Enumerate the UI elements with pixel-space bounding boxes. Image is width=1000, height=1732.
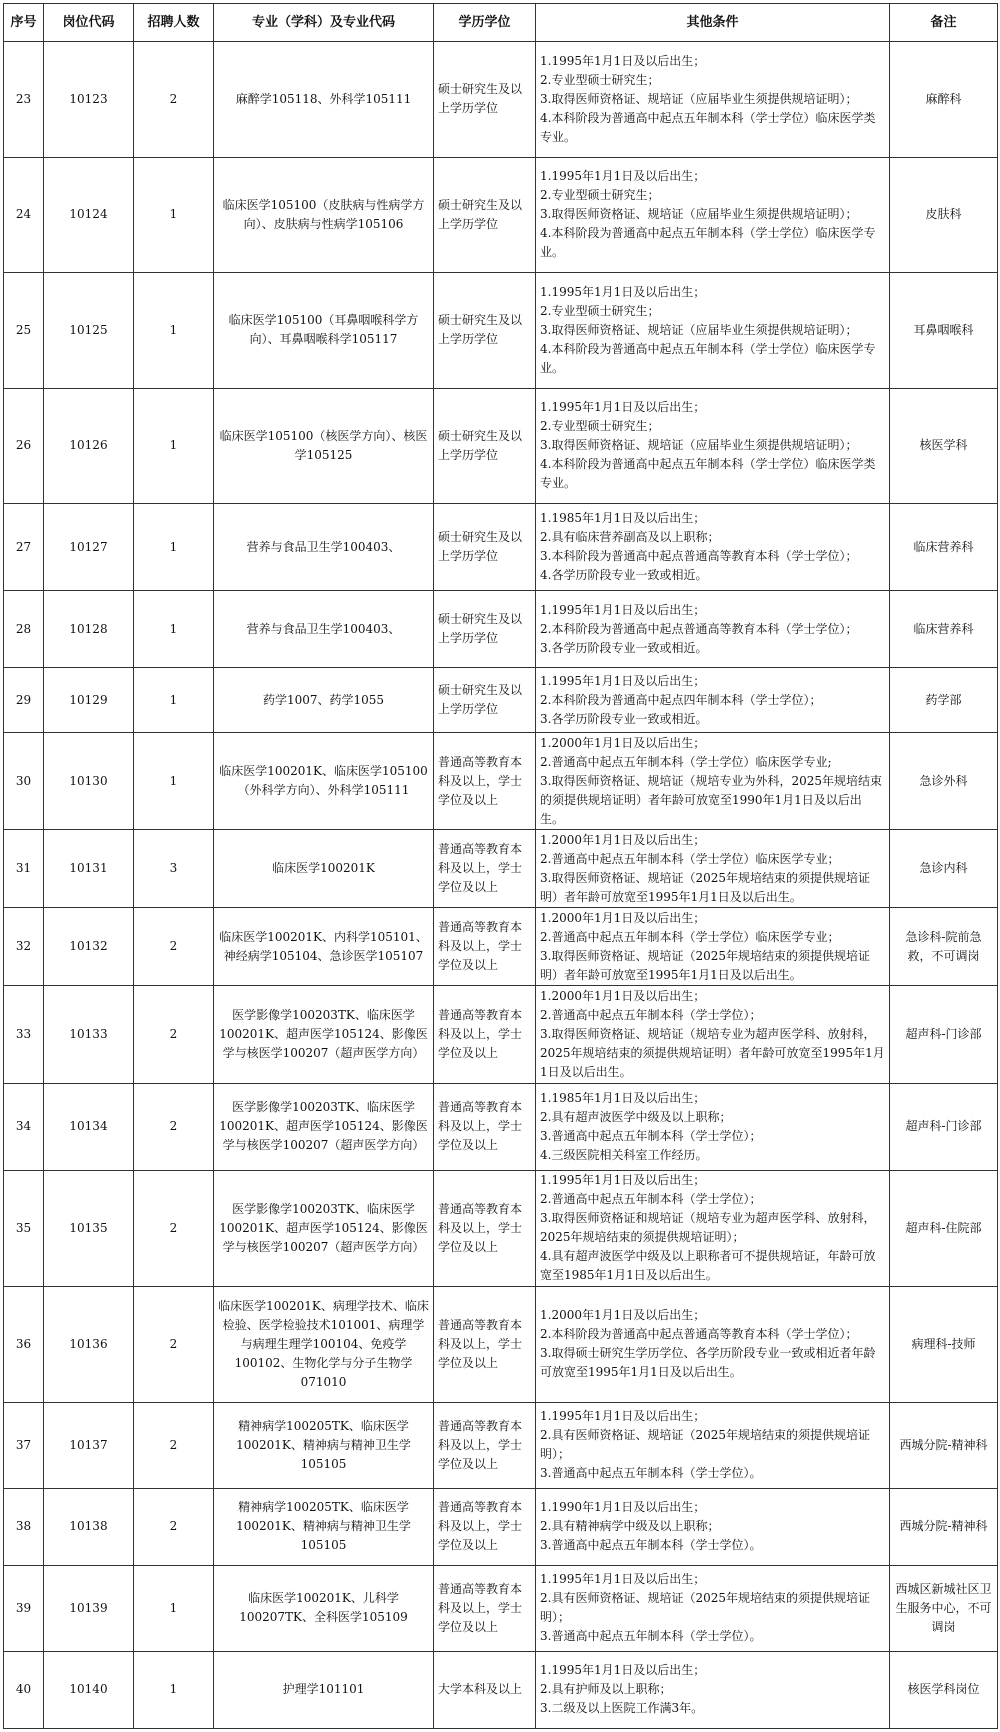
row-count: 2 bbox=[134, 1170, 214, 1287]
row-major: 临床医学105100（耳鼻咽喉科学方向）、耳鼻咽喉科学105117 bbox=[214, 273, 434, 389]
condition-line: 4.各学历阶段专业一致或相近。 bbox=[540, 568, 708, 583]
row-note: 病理科-技师 bbox=[890, 1287, 998, 1403]
table-row bbox=[4, 42, 998, 158]
row-count: 2 bbox=[134, 1488, 214, 1565]
condition-line: 2.普通高中起点五年制本科（学士学位）临床医学专业； bbox=[540, 929, 840, 944]
row-no: 36 bbox=[4, 1287, 44, 1403]
row-note: 临床营养科 bbox=[890, 591, 998, 668]
condition-line: 1.1995年1月1日及以后出生； bbox=[540, 400, 706, 415]
row-conditions bbox=[536, 830, 890, 908]
row-degree: 普通高等教育本科及以上，学士学位及以上 bbox=[434, 830, 536, 908]
condition-line: 1.1995年1月1日及以后出生； bbox=[540, 602, 706, 617]
row-degree: 硕士研究生及以上学历学位 bbox=[434, 157, 536, 273]
header-row bbox=[4, 4, 998, 42]
row-degree: 普通高等教育本科及以上，学士学位及以上 bbox=[434, 1083, 536, 1170]
row-degree: 普通高等教育本科及以上，学士学位及以上 bbox=[434, 1565, 536, 1651]
condition-line: 2.具有护师及以上职称； bbox=[540, 1682, 672, 1697]
condition-line: 1.1995年1月1日及以后出生； bbox=[540, 169, 706, 184]
row-no: 28 bbox=[4, 591, 44, 668]
row-conditions bbox=[536, 732, 890, 829]
row-code: 10131 bbox=[44, 830, 134, 908]
condition-line: 3.普通高中起点五年制本科（学士学位）。 bbox=[540, 1538, 762, 1553]
condition-line: 2.专业型硕士研究生； bbox=[540, 419, 660, 434]
table-row bbox=[4, 273, 998, 389]
condition-line: 1.2000年1月1日及以后出生； bbox=[540, 832, 706, 847]
row-note: 临床营养科 bbox=[890, 504, 998, 591]
row-code: 10123 bbox=[44, 42, 134, 158]
row-degree: 硕士研究生及以上学历学位 bbox=[434, 273, 536, 389]
table-row bbox=[4, 157, 998, 273]
condition-line: 2.专业型硕士研究生； bbox=[540, 72, 660, 87]
row-degree: 普通高等教育本科及以上，学士学位及以上 bbox=[434, 1402, 536, 1488]
header-note: 备注 bbox=[890, 4, 998, 42]
row-conditions bbox=[536, 504, 890, 591]
recruitment-table bbox=[3, 3, 998, 1729]
row-count: 1 bbox=[134, 1565, 214, 1651]
row-note: 药学部 bbox=[890, 668, 998, 733]
row-note: 西城区新城社区卫生服务中心，不可调岗 bbox=[890, 1565, 998, 1651]
row-no: 37 bbox=[4, 1402, 44, 1488]
row-count: 1 bbox=[134, 157, 214, 273]
condition-line: 3.取得医师资格证、规培证（规培专业为超声医学科、放射科，2025年规培结束的须提供规培证明）者年龄可放宽至1995年1月1日及以后出生。 bbox=[540, 1026, 885, 1079]
row-major: 临床医学100201K、病理学技术、临床检验、医学检验技术101001、病理学与病理生理学100104、免疫学100102、生物化学与分子生物学071010 bbox=[214, 1287, 434, 1403]
row-degree: 普通高等教育本科及以上，学士学位及以上 bbox=[434, 908, 536, 986]
condition-line: 2.本科阶段为普通高中起点普通高等教育本科（学士学位）； bbox=[540, 621, 858, 636]
condition-line: 3.取得医师资格证、规培证（应届毕业生须提供规培证明）； bbox=[540, 322, 858, 337]
row-major: 营养与食品卫生学100403、 bbox=[214, 591, 434, 668]
row-code: 10133 bbox=[44, 986, 134, 1083]
row-note: 核医学科 bbox=[890, 388, 998, 504]
row-degree: 硕士研究生及以上学历学位 bbox=[434, 42, 536, 158]
row-degree: 大学本科及以上 bbox=[434, 1651, 536, 1728]
condition-line: 2.具有医师资格证、规培证（2025年规培结束的须提供规培证明）； bbox=[540, 1591, 870, 1625]
row-count: 3 bbox=[134, 830, 214, 908]
row-no: 34 bbox=[4, 1083, 44, 1170]
row-conditions bbox=[536, 388, 890, 504]
condition-line: 3.各学历阶段专业一致或相近。 bbox=[540, 640, 708, 655]
row-no: 35 bbox=[4, 1170, 44, 1287]
row-note: 急诊外科 bbox=[890, 732, 998, 829]
condition-line: 1.1995年1月1日及以后出生； bbox=[540, 673, 706, 688]
condition-line: 1.1985年1月1日及以后出生； bbox=[540, 511, 706, 526]
row-code: 10132 bbox=[44, 908, 134, 986]
row-count: 1 bbox=[134, 273, 214, 389]
row-conditions bbox=[536, 1287, 890, 1403]
row-no: 29 bbox=[4, 668, 44, 733]
row-no: 32 bbox=[4, 908, 44, 986]
header-major: 专业（学科）及专业代码 bbox=[214, 4, 434, 42]
row-conditions bbox=[536, 1651, 890, 1728]
row-count: 2 bbox=[134, 908, 214, 986]
row-major: 医学影像学100203TK、临床医学100201K、超声医学105124、影像医学与核医学100207（超声医学方向） bbox=[214, 1083, 434, 1170]
row-code: 10134 bbox=[44, 1083, 134, 1170]
table-row bbox=[4, 1651, 998, 1728]
condition-line: 2.普通高中起点五年制本科（学士学位）； bbox=[540, 1007, 762, 1022]
condition-line: 1.1995年1月1日及以后出生； bbox=[540, 53, 706, 68]
condition-line: 2.普通高中起点五年制本科（学士学位）临床医学专业； bbox=[540, 851, 840, 866]
row-conditions bbox=[536, 273, 890, 389]
table-row bbox=[4, 1565, 998, 1651]
condition-line: 2.具有医师资格证、规培证（2025年规培结束的须提供规培证明）； bbox=[540, 1428, 870, 1462]
row-count: 2 bbox=[134, 42, 214, 158]
row-degree: 普通高等教育本科及以上，学士学位及以上 bbox=[434, 1287, 536, 1403]
row-degree: 硕士研究生及以上学历学位 bbox=[434, 668, 536, 733]
table-row bbox=[4, 1402, 998, 1488]
condition-line: 2.本科阶段为普通高中起点普通高等教育本科（学士学位）； bbox=[540, 1327, 858, 1342]
row-degree: 硕士研究生及以上学历学位 bbox=[434, 388, 536, 504]
condition-line: 1.1995年1月1日及以后出生； bbox=[540, 1572, 706, 1587]
condition-line: 1.2000年1月1日及以后出生； bbox=[540, 910, 706, 925]
row-no: 30 bbox=[4, 732, 44, 829]
condition-line: 2.本科阶段为普通高中起点四年制本科（学士学位）； bbox=[540, 692, 822, 707]
condition-line: 4.本科阶段为普通高中起点五年制本科（学士学位）临床医学类专业。 bbox=[540, 457, 876, 491]
condition-line: 1.1995年1月1日及以后出生； bbox=[540, 1173, 706, 1188]
table-row bbox=[4, 986, 998, 1083]
row-no: 25 bbox=[4, 273, 44, 389]
row-conditions bbox=[536, 157, 890, 273]
condition-line: 2.专业型硕士研究生； bbox=[540, 188, 660, 203]
row-degree: 普通高等教育本科及以上，学士学位及以上 bbox=[434, 732, 536, 829]
row-code: 10139 bbox=[44, 1565, 134, 1651]
row-no: 26 bbox=[4, 388, 44, 504]
row-no: 38 bbox=[4, 1488, 44, 1565]
row-count: 2 bbox=[134, 1287, 214, 1403]
row-no: 39 bbox=[4, 1565, 44, 1651]
row-code: 10124 bbox=[44, 157, 134, 273]
table-row bbox=[4, 1083, 998, 1170]
row-conditions bbox=[536, 1402, 890, 1488]
row-count: 2 bbox=[134, 1402, 214, 1488]
row-major: 营养与食品卫生学100403、 bbox=[214, 504, 434, 591]
row-note: 西城分院-精神科 bbox=[890, 1488, 998, 1565]
row-note: 超声科-门诊部 bbox=[890, 986, 998, 1083]
row-code: 10138 bbox=[44, 1488, 134, 1565]
header-no: 序号 bbox=[4, 4, 44, 42]
condition-line: 1.2000年1月1日及以后出生； bbox=[540, 988, 706, 1003]
row-no: 23 bbox=[4, 42, 44, 158]
row-code: 10128 bbox=[44, 591, 134, 668]
row-code: 10126 bbox=[44, 388, 134, 504]
header-count: 招聘人数 bbox=[134, 4, 214, 42]
row-major: 临床医学105100（核医学方向）、核医学105125 bbox=[214, 388, 434, 504]
row-code: 10137 bbox=[44, 1402, 134, 1488]
condition-line: 3.取得医师资格证、规培证（规培专业为外科，2025年规培结束的须提供规培证明）者年龄可放宽至1990年1月1日及以后出生。 bbox=[540, 773, 882, 826]
condition-line: 1.1995年1月1日及以后出生； bbox=[540, 284, 706, 299]
condition-line: 1.2000年1月1日及以后出生； bbox=[540, 735, 706, 750]
row-count: 1 bbox=[134, 591, 214, 668]
condition-line: 2.具有临床营养副高及以上职称； bbox=[540, 530, 720, 545]
row-note: 西城分院-精神科 bbox=[890, 1402, 998, 1488]
condition-line: 4.本科阶段为普通高中起点五年制本科（学士学位）临床医学专业。 bbox=[540, 341, 876, 375]
row-major: 精神病学100205TK、临床医学100201K、精神病与精神卫生学105105 bbox=[214, 1488, 434, 1565]
row-no: 31 bbox=[4, 830, 44, 908]
row-count: 1 bbox=[134, 668, 214, 733]
row-code: 10136 bbox=[44, 1287, 134, 1403]
condition-line: 1.1990年1月1日及以后出生； bbox=[540, 1500, 706, 1515]
row-count: 1 bbox=[134, 504, 214, 591]
row-major: 医学影像学100203TK、临床医学100201K、超声医学105124、影像医学与核医学100207（超声医学方向） bbox=[214, 1170, 434, 1287]
header-conditions: 其他条件 bbox=[536, 4, 890, 42]
condition-line: 2.普通高中起点五年制本科（学士学位）； bbox=[540, 1192, 762, 1207]
row-major: 临床医学100201K bbox=[214, 830, 434, 908]
row-conditions bbox=[536, 1170, 890, 1287]
row-code: 10135 bbox=[44, 1170, 134, 1287]
condition-line: 1.2000年1月1日及以后出生； bbox=[540, 1308, 706, 1323]
row-no: 33 bbox=[4, 986, 44, 1083]
row-major: 临床医学100201K、儿科学100207TK、全科医学105109 bbox=[214, 1565, 434, 1651]
table-row bbox=[4, 668, 998, 733]
row-conditions bbox=[536, 1488, 890, 1565]
row-note: 耳鼻咽喉科 bbox=[890, 273, 998, 389]
row-code: 10140 bbox=[44, 1651, 134, 1728]
table-row bbox=[4, 504, 998, 591]
condition-line: 4.具有超声波医学中级及以上职称者可不提供规培证，年龄可放宽至1985年1月1日及以后出生。 bbox=[540, 1249, 876, 1283]
row-major: 护理学101101 bbox=[214, 1651, 434, 1728]
row-code: 10130 bbox=[44, 732, 134, 829]
row-conditions bbox=[536, 1083, 890, 1170]
row-major: 医学影像学100203TK、临床医学100201K、超声医学105124、影像医学与核医学100207（超声医学方向） bbox=[214, 986, 434, 1083]
row-note: 超声科-住院部 bbox=[890, 1170, 998, 1287]
table-row bbox=[4, 1287, 998, 1403]
table-row bbox=[4, 1170, 998, 1287]
row-note: 麻醉科 bbox=[890, 42, 998, 158]
condition-line: 3.取得医师资格证、规培证（应届毕业生须提供规培证明）； bbox=[540, 438, 858, 453]
row-code: 10125 bbox=[44, 273, 134, 389]
row-count: 1 bbox=[134, 1651, 214, 1728]
row-count: 1 bbox=[134, 732, 214, 829]
row-major: 精神病学100205TK、临床医学100201K、精神病与精神卫生学105105 bbox=[214, 1402, 434, 1488]
condition-line: 3.取得医师资格证和规培证（规培专业为超声医学科、放射科，2025年规培结束的须提供规培证明）； bbox=[540, 1211, 876, 1245]
row-no: 24 bbox=[4, 157, 44, 273]
condition-line: 3.取得医师资格证、规培证（2025年规培结束的须提供规培证明）者年龄可放宽至1995年1月1日及以后出生。 bbox=[540, 948, 870, 982]
row-note: 急诊内科 bbox=[890, 830, 998, 908]
condition-line: 1.1995年1月1日及以后出生； bbox=[540, 1409, 706, 1424]
row-code: 10127 bbox=[44, 504, 134, 591]
row-note: 超声科-门诊部 bbox=[890, 1083, 998, 1170]
row-major: 临床医学105100（皮肤病与性病学方向）、皮肤病与性病学105106 bbox=[214, 157, 434, 273]
header-code: 岗位代码 bbox=[44, 4, 134, 42]
row-conditions bbox=[536, 591, 890, 668]
header-degree: 学历学位 bbox=[434, 4, 536, 42]
row-no: 27 bbox=[4, 504, 44, 591]
row-code: 10129 bbox=[44, 668, 134, 733]
condition-line: 3.取得硕士研究生学历学位、各学历阶段专业一致或相近者年龄可放宽至1995年1月1日及以后出生。 bbox=[540, 1346, 876, 1380]
condition-line: 3.普通高中起点五年制本科（学士学位）。 bbox=[540, 1466, 762, 1481]
row-count: 2 bbox=[134, 1083, 214, 1170]
row-degree: 普通高等教育本科及以上，学士学位及以上 bbox=[434, 986, 536, 1083]
condition-line: 2.具有超声波医学中级及以上职称； bbox=[540, 1109, 732, 1124]
condition-line: 4.本科阶段为普通高中起点五年制本科（学士学位）临床医学专业。 bbox=[540, 226, 876, 260]
table-row bbox=[4, 591, 998, 668]
row-conditions bbox=[536, 1565, 890, 1651]
condition-line: 3.普通高中起点五年制本科（学士学位）。 bbox=[540, 1629, 762, 1644]
table-body bbox=[4, 42, 998, 1729]
row-count: 1 bbox=[134, 388, 214, 504]
row-count: 2 bbox=[134, 986, 214, 1083]
row-no: 40 bbox=[4, 1651, 44, 1728]
row-note: 核医学科岗位 bbox=[890, 1651, 998, 1728]
row-degree: 硕士研究生及以上学历学位 bbox=[434, 504, 536, 591]
row-major: 麻醉学105118、外科学105111 bbox=[214, 42, 434, 158]
condition-line: 3.普通高中起点五年制本科（学士学位）； bbox=[540, 1128, 762, 1143]
table-row bbox=[4, 908, 998, 986]
table-row bbox=[4, 1488, 998, 1565]
row-note: 急诊科-院前急救，不可调岗 bbox=[890, 908, 998, 986]
condition-line: 3.各学历阶段专业一致或相近。 bbox=[540, 711, 708, 726]
condition-line: 4.三级医院相关科室工作经历。 bbox=[540, 1147, 708, 1162]
condition-line: 3.二级及以上医院工作满3年。 bbox=[540, 1701, 704, 1716]
row-degree: 普通高等教育本科及以上，学士学位及以上 bbox=[434, 1170, 536, 1287]
row-major: 临床医学100201K、临床医学105100（外科学方向）、外科学105111 bbox=[214, 732, 434, 829]
row-conditions bbox=[536, 986, 890, 1083]
table-row bbox=[4, 388, 998, 504]
row-conditions bbox=[536, 42, 890, 158]
row-major: 药学1007、药学1055 bbox=[214, 668, 434, 733]
row-major: 临床医学100201K、内科学105101、神经病学105104、急诊医学105107 bbox=[214, 908, 434, 986]
condition-line: 2.专业型硕士研究生； bbox=[540, 303, 660, 318]
condition-line: 1.1985年1月1日及以后出生； bbox=[540, 1090, 706, 1105]
row-conditions bbox=[536, 908, 890, 986]
condition-line: 3.取得医师资格证、规培证（2025年规培结束的须提供规培证明）者年龄可放宽至1995年1月1日及以后出生。 bbox=[540, 870, 870, 904]
row-note: 皮肤科 bbox=[890, 157, 998, 273]
condition-line: 2.具有精神病学中级及以上职称； bbox=[540, 1519, 720, 1534]
condition-line: 4.本科阶段为普通高中起点五年制本科（学士学位）临床医学类专业。 bbox=[540, 110, 876, 144]
row-degree: 普通高等教育本科及以上，学士学位及以上 bbox=[434, 1488, 536, 1565]
table-row bbox=[4, 732, 998, 829]
row-degree: 硕士研究生及以上学历学位 bbox=[434, 591, 536, 668]
condition-line: 3.取得医师资格证、规培证（应届毕业生须提供规培证明）； bbox=[540, 91, 858, 106]
condition-line: 1.1995年1月1日及以后出生； bbox=[540, 1663, 706, 1678]
condition-line: 3.本科阶段为普通高中起点普通高等教育本科（学士学位）； bbox=[540, 549, 858, 564]
table-row bbox=[4, 830, 998, 908]
condition-line: 2.普通高中起点五年制本科（学士学位）临床医学专业; bbox=[540, 754, 832, 769]
row-conditions bbox=[536, 668, 890, 733]
condition-line: 3.取得医师资格证、规培证（应届毕业生须提供规培证明）； bbox=[540, 207, 858, 222]
